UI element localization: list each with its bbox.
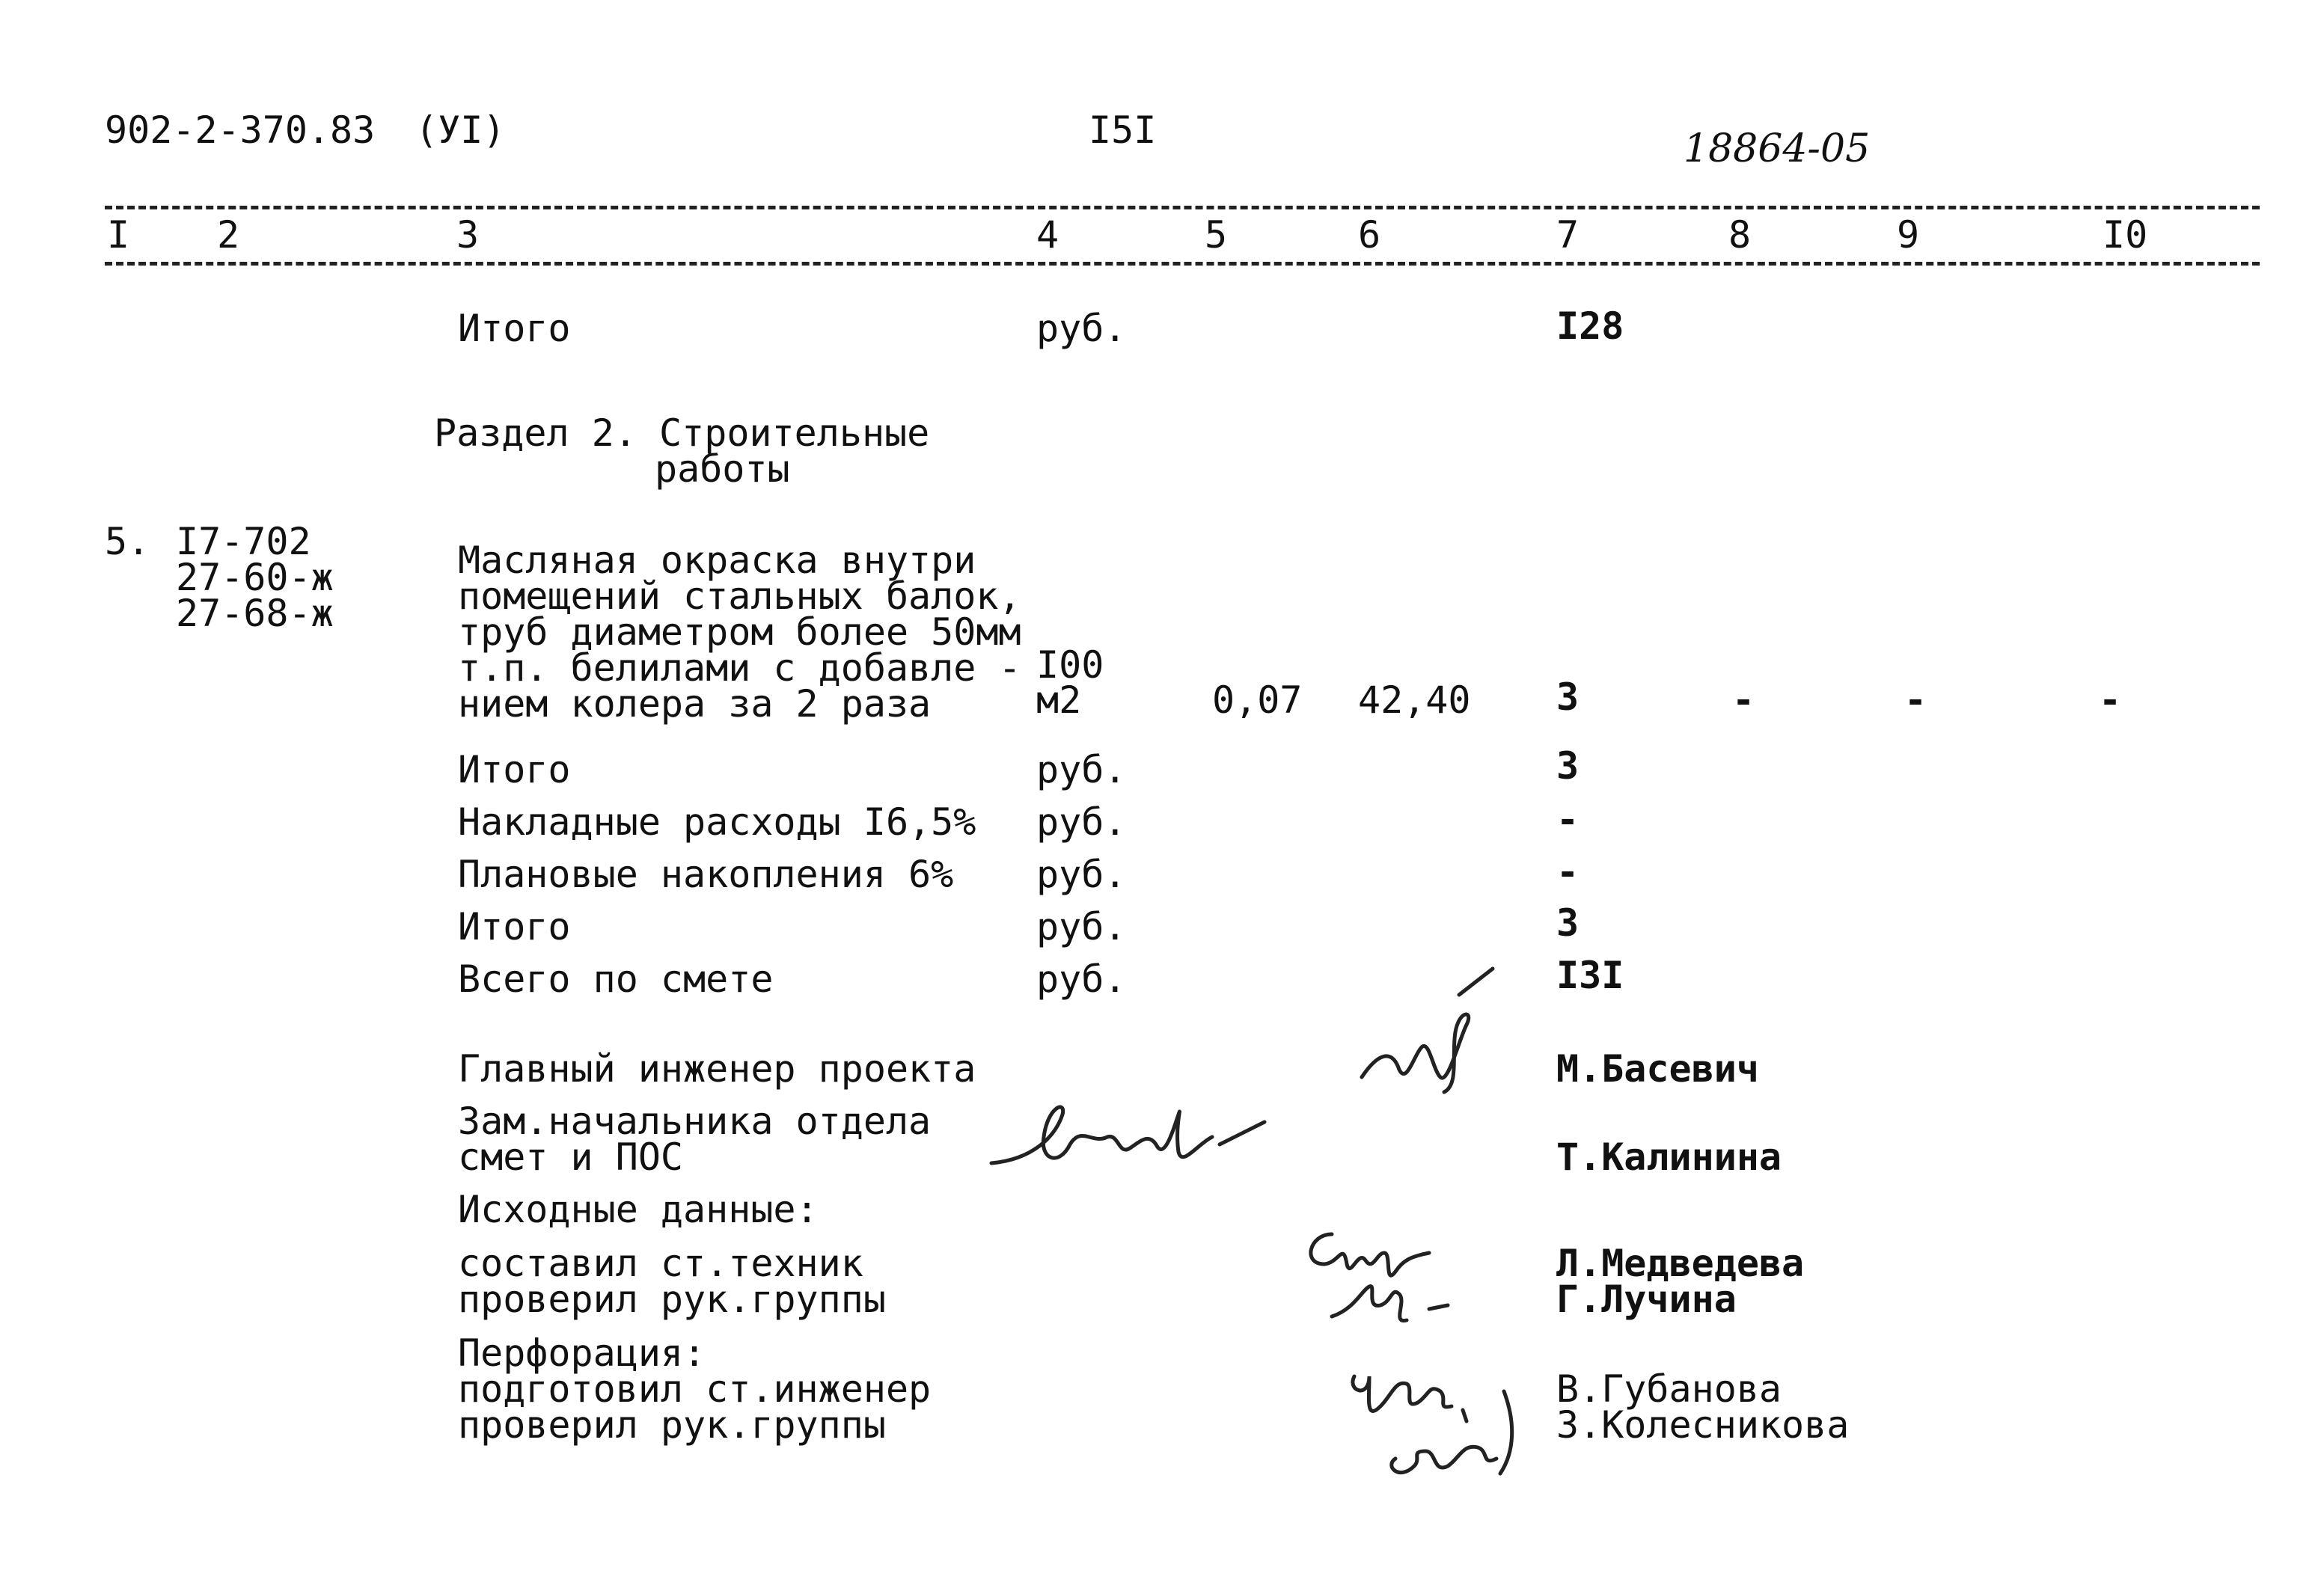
totals-value-4: 3 bbox=[1556, 901, 1580, 945]
totals-label-2: Накладные расходы I6,5% bbox=[458, 800, 976, 844]
totals-value-1: 3 bbox=[1556, 744, 1580, 788]
column-number-8: 8 bbox=[1728, 213, 1752, 257]
chief-engineer-name: М.Басевич bbox=[1556, 1047, 1759, 1091]
totals-value-5: I3I bbox=[1556, 954, 1624, 997]
chief-engineer-label: Главный инженер проекта bbox=[458, 1047, 976, 1091]
deputy-label-line1: Зам.начальника отдела bbox=[458, 1100, 932, 1143]
item-col9: - bbox=[1904, 678, 1927, 722]
document-code: 902-2-370.83 bbox=[105, 108, 376, 152]
totals-unit-1: руб. bbox=[1036, 748, 1127, 791]
document-section: (УI) bbox=[415, 108, 506, 152]
compiled-label: составил ст.техник bbox=[458, 1242, 863, 1285]
item-code-3: 27-68-ж bbox=[176, 592, 334, 635]
totals-label-4: Итого bbox=[458, 905, 571, 948]
header-divider-top bbox=[105, 206, 2260, 209]
column-number-9: 9 bbox=[1897, 213, 1920, 257]
checked-label: проверил рук.группы bbox=[458, 1278, 886, 1321]
item-description-line2: помещений стальных балок, bbox=[458, 574, 1021, 618]
handwritten-number: 18864-05 bbox=[1684, 126, 1871, 171]
column-number-6: 6 bbox=[1358, 213, 1381, 257]
subtotal-top-unit: руб. bbox=[1036, 307, 1127, 350]
checked-name: Г.Лучина bbox=[1556, 1278, 1737, 1321]
totals-value-2: - bbox=[1556, 798, 1580, 842]
item-code-1: I7-702 bbox=[176, 520, 311, 563]
prepared-name: В.Губанова bbox=[1556, 1367, 1782, 1411]
item-col10: - bbox=[2099, 678, 2122, 722]
item-unit: м2 bbox=[1036, 678, 1082, 722]
column-number-1: I bbox=[107, 213, 130, 257]
item-col8: - bbox=[1732, 678, 1755, 722]
signature-deputy bbox=[988, 1092, 1287, 1189]
signature-compiled-checked bbox=[1287, 1219, 1481, 1339]
page-number: I5I bbox=[1089, 108, 1157, 152]
perf-checked-name: З.Колесникова bbox=[1556, 1403, 1850, 1447]
item-description-line3: труб диаметром более 50мм bbox=[458, 610, 1021, 654]
signature-chief-engineer bbox=[1347, 965, 1511, 1107]
section-title-line1: Раздел 2. Строительные bbox=[434, 411, 930, 455]
subtotal-top-value: I28 bbox=[1556, 304, 1624, 348]
item-description-line4: т.п. белилами с добавле - bbox=[458, 646, 1021, 690]
column-number-3: 3 bbox=[456, 213, 480, 257]
deputy-label-line2: смет и ПОС bbox=[458, 1135, 684, 1179]
item-number: 5. bbox=[105, 520, 150, 563]
prepared-label: подготовил ст.инженер bbox=[458, 1367, 932, 1411]
signature-perforation bbox=[1339, 1354, 1534, 1489]
totals-value-3: - bbox=[1556, 850, 1580, 894]
subtotal-top-label: Итого bbox=[458, 307, 571, 350]
source-data-label: Исходные данные: bbox=[458, 1188, 819, 1231]
totals-label-1: Итого bbox=[458, 748, 571, 791]
column-number-2: 2 bbox=[217, 213, 240, 257]
totals-unit-5: руб. bbox=[1036, 957, 1127, 1001]
item-price: 42,40 bbox=[1358, 678, 1471, 722]
totals-label-3: Плановые накопления 6% bbox=[458, 853, 954, 896]
section-title-line2: работы bbox=[655, 447, 790, 491]
item-code-2: 27-60-ж bbox=[176, 556, 334, 599]
item-description-line1: Масляная окраска внутри bbox=[458, 539, 976, 582]
deputy-name: Т.Калинина bbox=[1556, 1135, 1782, 1179]
item-quantity: 0,07 bbox=[1212, 678, 1303, 722]
column-number-7: 7 bbox=[1556, 213, 1580, 257]
perforation-label: Перфорация: bbox=[458, 1331, 706, 1375]
column-number-4: 4 bbox=[1036, 213, 1059, 257]
column-number-10: I0 bbox=[2103, 213, 2148, 257]
totals-unit-4: руб. bbox=[1036, 905, 1127, 948]
column-number-5: 5 bbox=[1205, 213, 1228, 257]
item-unit-quantity: I00 bbox=[1036, 643, 1104, 687]
perf-checked-label: проверил рук.группы bbox=[458, 1403, 886, 1447]
header-divider-bottom bbox=[105, 262, 2260, 266]
compiled-name: Л.Медведева bbox=[1556, 1242, 1805, 1285]
item-total: 3 bbox=[1556, 675, 1580, 719]
totals-label-5: Всего по смете bbox=[458, 957, 774, 1001]
item-description-line5: нием колера за 2 раза bbox=[458, 682, 932, 726]
totals-unit-3: руб. bbox=[1036, 853, 1127, 896]
totals-unit-2: руб. bbox=[1036, 800, 1127, 844]
